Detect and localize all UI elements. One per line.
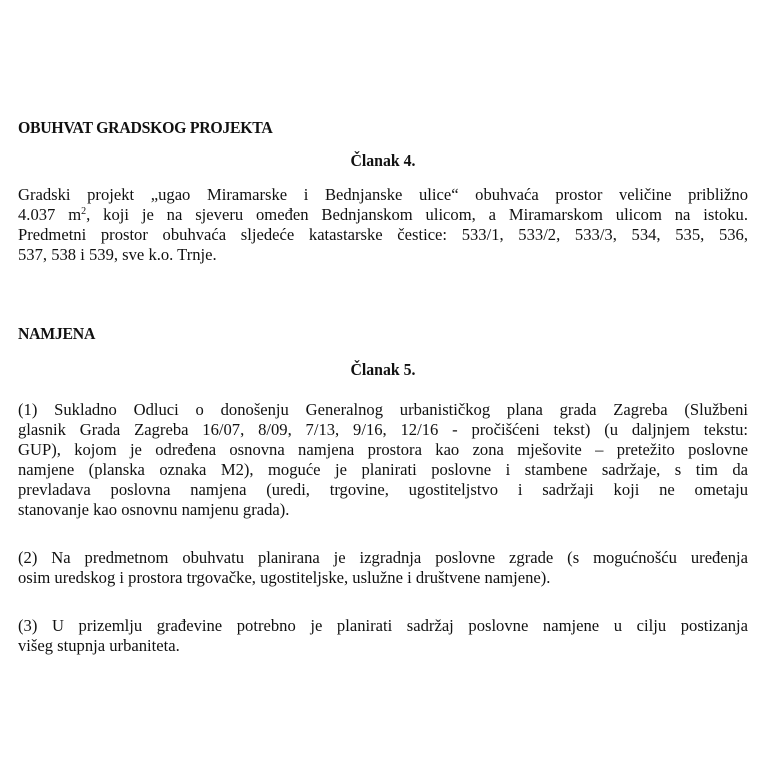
article-5-paragraph-3 xyxy=(18,616,748,656)
article-title-4-text: Članak 4. xyxy=(349,151,416,170)
section-heading-obuhvat: OBUHVAT GRADSKOG PROJEKTA xyxy=(18,118,273,137)
paragraph-line: glasnik Grada Zagreba 16/07, 8/09, 7/13, 9/16, 12/16 - pročišćeni tekst) (u daljnjem tekstu: xyxy=(18,420,748,439)
section-heading-namjena: NAMJENA xyxy=(18,324,96,343)
paragraph-line: stanovanje kao osnovnu namjenu grada). xyxy=(18,500,290,519)
paragraph-line: (2) Na predmetnom obuhvatu planirana je izgradnja poslovne zgrade (s mogućnošću uređenja xyxy=(18,548,748,567)
paragraph-line xyxy=(18,205,748,225)
paragraph-line: Predmetni prostor obuhvaća sljedeće katastarske čestice: 533/1, 533/2, 533/3, 534, 535, 536, xyxy=(18,225,748,244)
paragraph-line: višeg stupnja urbaniteta. xyxy=(18,636,180,655)
paragraph-line: Gradski projekt „ugao Miramarske i Bednjanske ulice“ obuhvaća prostor veličine približno xyxy=(18,185,748,204)
article-title-5-text: Članak 5. xyxy=(349,360,416,379)
area-unit-superscript: 2 xyxy=(81,206,87,217)
paragraph-line: 537, 538 i 539, sve k.o. Trnje. xyxy=(18,245,217,264)
article-title-4 xyxy=(0,151,765,171)
paragraph-line: (3) U prizemlju građevine potrebno je planirati sadržaj poslovne namjene u cilju postizanja xyxy=(18,616,748,635)
article-4-paragraph xyxy=(18,185,748,265)
paragraph-line: namjene (planska oznaka M2), moguće je planirati poslovne i stambene sadržaje, s tim da xyxy=(18,460,748,479)
paragraph-line: osim uredskog i prostora trgovačke, ugostiteljske, uslužne i društvene namjene). xyxy=(18,568,551,587)
paragraph-line: (1) Sukladno Odluci o donošenju Generalnog urbanističkog plana grada Zagreba (Službeni xyxy=(18,400,748,419)
article-5-paragraph-1 xyxy=(18,400,748,520)
paragraph-line: GUP), kojom je određena osnovna namjena prostora kao zona mješovite – pretežito poslovne xyxy=(18,440,748,459)
area-line-rest: , koji je na sjeveru omeđen Bednjanskom ulicom, a Miramarskom ulicom na istoku. xyxy=(86,205,748,224)
paragraph-line: prevladava poslovna namjena (uredi, trgovine, ugostiteljstvo i sadržaji koji ne ometaju xyxy=(18,480,748,499)
area-value: 4.037 m xyxy=(18,205,82,224)
article-title-5 xyxy=(0,360,765,380)
article-5-paragraph-2 xyxy=(18,548,748,588)
